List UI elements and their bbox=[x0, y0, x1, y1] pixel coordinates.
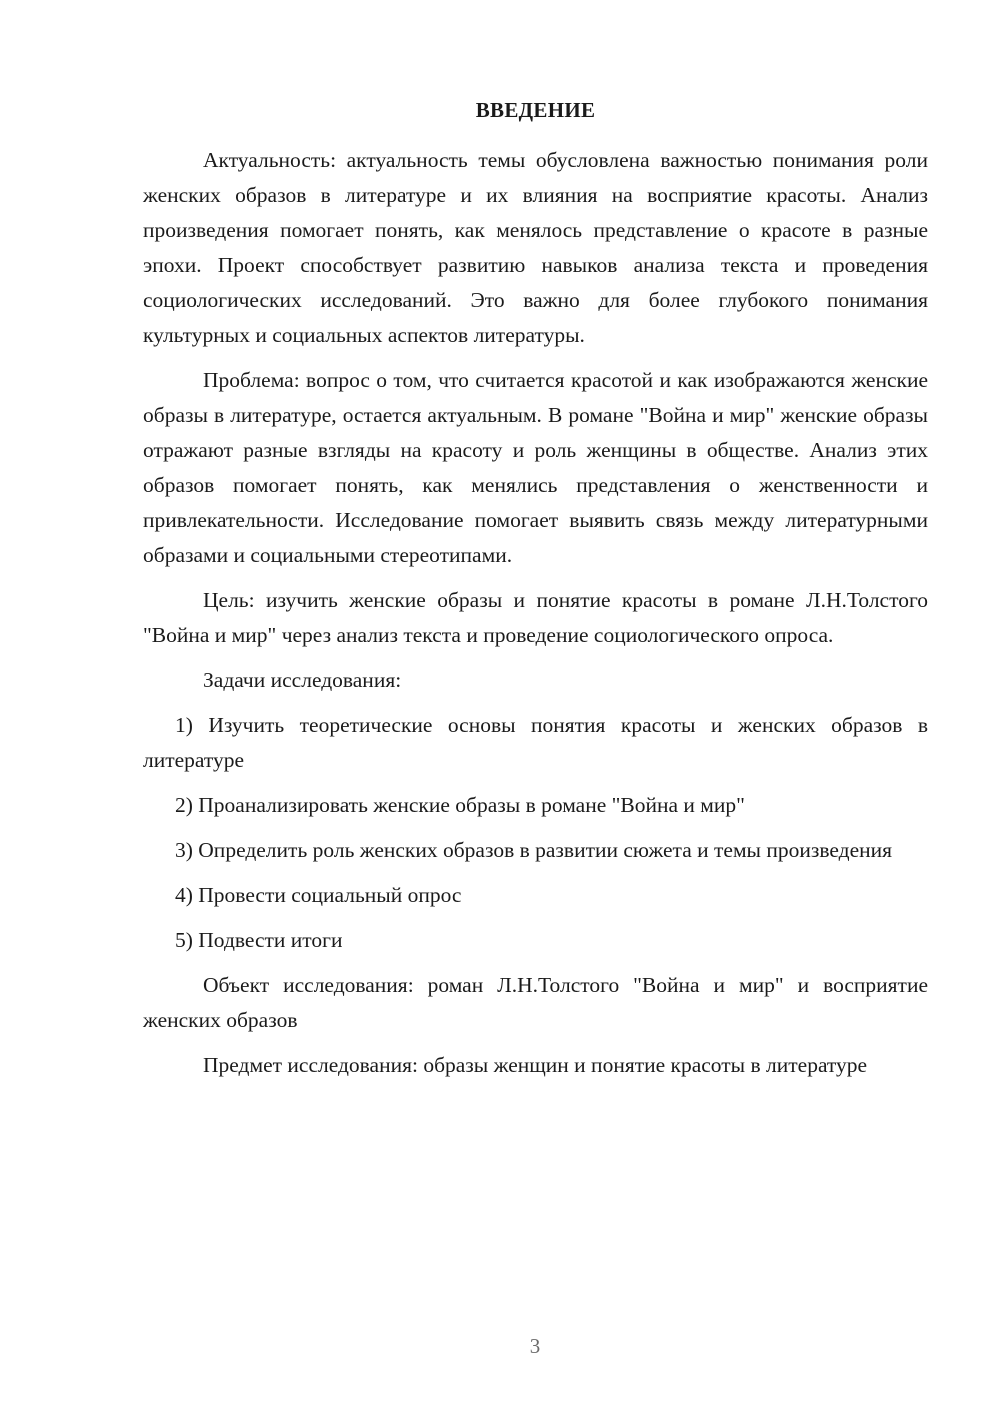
relevance-paragraph: Актуальность: актуальность темы обусловлена важностью понимания роли женских образов в литературе и их влияния на восприятие красоты. Анализ произведения помогает понять, как менялось представление о красоте в разные эпохи. Проект способствует развитию навыков анализа текста и проведения социологических исследований. Это важно для более глубокого понимания культурных и социальных аспектов литературы. bbox=[143, 148, 928, 347]
task-item-2: 2) Проанализировать женские образы в романе "Война и мир" bbox=[175, 793, 745, 817]
task-item-3: 3) Определить роль женских образов в развитии сюжета и темы произведения bbox=[175, 838, 893, 862]
document-page bbox=[143, 95, 928, 1093]
goal-paragraph: Цель: изучить женские образы и понятие красоты в романе Л.Н.Толстого "Война и мир" через анализ текста и проведение социологического опроса. bbox=[143, 588, 928, 647]
task-item-5: 5) Подвести итоги bbox=[175, 928, 343, 952]
page-number: 3 bbox=[529, 1334, 541, 1358]
task-item-1: 1) Изучить теоретические основы понятия красоты и женских образов в литературе bbox=[143, 713, 928, 772]
task-item-4: 4) Провести социальный опрос bbox=[175, 883, 462, 907]
research-subject-paragraph: Предмет исследования: образы женщин и понятие красоты в литературе bbox=[203, 1053, 868, 1077]
section-heading: ВВЕДЕНИЕ bbox=[475, 98, 596, 122]
problem-paragraph: Проблема: вопрос о том, что считается красотой и как изображаются женские образы в литературе, остается актуальным. В романе "Война и мир" женские образы отражают разные взгляды на красоту и роль женщины в обществе. Анализ этих образов помогает понять, как менялись представления о женственности и привлекательности. Исследование помогает выявить связь между литературными образами и социальными стереотипами. bbox=[143, 368, 928, 567]
tasks-title: Задачи исследования: bbox=[203, 668, 402, 692]
research-object-paragraph: Объект исследования: роман Л.Н.Толстого "Война и мир" и восприятие женских образов bbox=[143, 973, 928, 1032]
tasks-list bbox=[143, 708, 928, 958]
